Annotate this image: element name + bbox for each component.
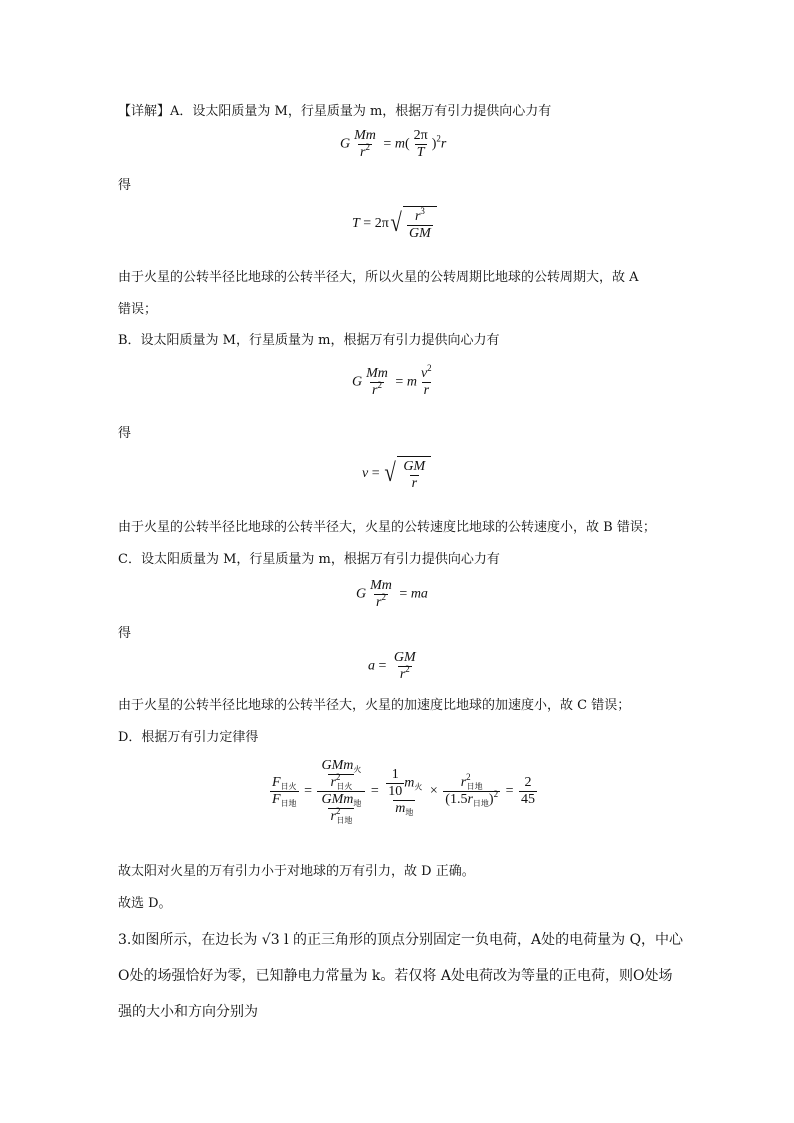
equation-a1: G $\frac{Mm}{r^2}$ = m( $\frac{2\pi}{T}$ )$^2$r [340, 128, 447, 160]
part-b-conclusion: 由于火星的公转半径比地球的公转半径大，火星的公转速度比地球的公转速度小，故 B 错误； [118, 520, 656, 535]
part-c-intro: C．设太阳质量为 M，行星质量为 m，根据万有引力提供向心力有 [118, 552, 500, 567]
final-choice: 故选 D。 [118, 896, 172, 911]
equation-b1: G $\frac{Mm}{r^2}$ = m $\frac{v^2}{r}$ [352, 363, 432, 398]
part-b-de: 得 [118, 426, 132, 441]
question-3-line-3: 强的大小和方向分别为 [118, 1004, 258, 1020]
part-c-conclusion: 由于火星的公转半径比地球的公转半径大，火星的加速度比地球的加速度小，故 C 错误； [118, 698, 631, 713]
question-3-line-2: O处的场强恰好为零，已知静电力常量为 k。若仅将 A处电荷改为等量的正电荷，则O处场 [118, 968, 673, 984]
equation-c2: a = $\frac{GM}{r^2}$ [368, 650, 416, 682]
part-d-conclusion: 故太阳对火星的万有引力小于对地球的万有引力，故 D 正确。 [118, 864, 475, 879]
part-a-intro-text: A．设太阳质量为 M，行星质量为 m，根据万有引力提供向心力有 [170, 104, 552, 119]
part-a-de: 得 [118, 178, 132, 193]
part-a-intro [118, 102, 551, 122]
question-3-line-1: 3.如图所示，在边长为 √3 l 的正三角形的顶点分别固定一负电荷，A处的电荷量为 Q，中心 [118, 932, 684, 948]
part-a-conclusion-1: 由于火星的公转半径比地球的公转半径大，所以火星的公转周期比地球的公转周期大，故 A [118, 270, 639, 285]
part-b-intro: B．设太阳质量为 M，行星质量为 m，根据万有引力提供向心力有 [118, 333, 500, 348]
equation-d1: $\frac{F_{日火}}{F_{日地}}$ = $\frac{\frac{GMm_火}{r^2_{日火}}}{\frac{GMm_地}{r^2_{日地}}}$ = $\frac{1}{10}$ $m_火$ $m_地$ × $\frac{r^2_{日地}}{(1.5r_{日地})^2}$ = $\frac{2}{45}$ [272, 758, 535, 825]
equation-c1: G $\frac{Mm}{r^2}$ = ma [356, 578, 428, 610]
detail-tag: 【详解】 [118, 104, 171, 119]
equation-a2: T = 2π √ $\frac{r^3}{GM}$ [352, 206, 437, 242]
equation-b2: v = √ $\frac{GM}{r}$ [362, 456, 431, 492]
part-a-conclusion-2: 错误； [118, 302, 158, 317]
part-c-de: 得 [118, 626, 132, 641]
part-d-intro: D．根据万有引力定律得 [118, 730, 259, 745]
